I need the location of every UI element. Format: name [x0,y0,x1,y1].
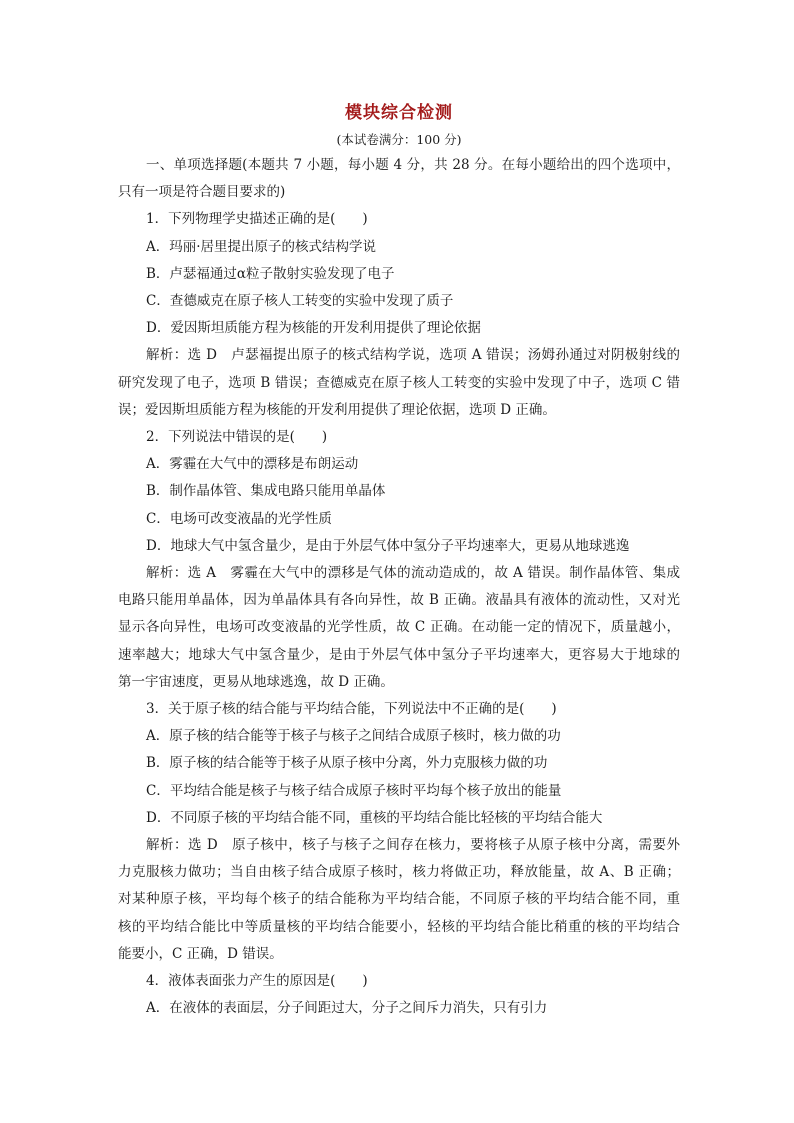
text-line: 解析：选 A 雾霾在大气中的漂移是气体的流动造成的，故 A 错误。制作晶体管、集成 [146,565,680,582]
text-line: B．制作晶体管、集成电路只能用单晶体 [146,483,386,500]
text-line: 1．下列物理学史描述正确的是( ) [146,211,368,228]
text-line: 4．液体表面张力产生的原因是( ) [146,973,368,990]
text-line: C．平均结合能是核子与核子结合成原子核时平均每个核子放出的能量 [146,782,562,799]
text-line: 2．下列说法中错误的是( ) [146,429,328,446]
text-line: 速率越大；地球大气中氢含量少，是由于外层气体中氢分子平均速率大，更容易大于地球的 [118,646,680,663]
text-line: 力克服核力做功；当自由核子结合成原子核时，核力将做正功，释放能量，故 A、B 正确； [118,864,680,881]
text-line: 一、单项选择题(本题共 7 小题，每小题 4 分，共 28 分。在每小题给出的四个选项中， [146,157,680,173]
text-line: A．原子核的结合能等于核子与核子之间结合成原子核时，核力做的功 [146,728,561,745]
text-line: 解析：选 D 卢瑟福提出原子的核式结构学说，选项 A 错误；汤姆孙通过对阴极射线的 [146,347,680,364]
text-line: A．在液体的表面层，分子间距过大，分子之间斥力消失，只有引力 [146,1000,548,1017]
text-line: 能要小，C 正确，D 错误。 [118,945,283,962]
text-line: C．电场可改变液晶的光学性质 [146,510,332,527]
text-line: 显示各向异性，电场可改变液晶的光学性质，故 C 正确。在动能一定的情况下，质量越小， [118,619,680,636]
text-line: D．地球大气中氢含量少，是由于外层气体中氢分子平均速率大，更易从地球逃逸 [146,537,630,554]
text-line: 研究发现了电子，选项 B 错误；查德威克在原子核人工转变的实验中发现了中子，选项 C 错 [118,374,680,391]
text-line: D．爱因斯坦质能方程为核能的开发利用提供了理论依据 [146,320,481,337]
text-line: B．卢瑟福通过α粒子散射实验发现了电子 [146,265,395,282]
document-body [118,96,680,1023]
text-line: 3．关于原子核的结合能与平均结合能，下列说法中不正确的是( ) [146,701,557,718]
text-line: C．查德威克在原子核人工转变的实验中发现了质子 [146,293,454,310]
text-line: 只有一项是符合题目要求的) [118,184,286,201]
text-line: B．原子核的结合能等于核子从原子核中分离，外力克服核力做的功 [146,755,548,772]
text-line: 解析：选 D 原子核中，核子与核子之间存在核力，要将核子从原子核中分离，需要外 [146,837,680,854]
text-line: D．不同原子核的平均结合能不同，重核的平均结合能比轻核的平均结合能大 [146,809,603,826]
text-line: 误；爱因斯坦质能方程为核能的开发利用提供了理论依据，选项 D 正确。 [118,401,556,418]
text-line: A．玛丽·居里提出原子的核式结构学说 [146,238,377,255]
text-line: 电路只能用单晶体，因为单晶体具有各向异性，故 B 正确。液晶具有液体的流动性，又对光 [118,592,680,609]
text-line: 核的平均结合能比中等质量核的平均结合能要小，轻核的平均结合能比稍重的核的平均结合 [118,918,680,935]
text-line: 第一宇宙速度，更易从地球逃逸，故 D 正确。 [118,673,394,690]
text-line: 对某种原子核，平均每个核子的结合能称为平均结合能，不同原子核的平均结合能不同，重 [118,891,680,908]
page-title: 模块综合检测 [345,103,453,123]
score-note: (本试卷满分：100 分) [336,132,462,147]
content-lines [118,152,680,1023]
text-line: A．雾霾在大气中的漂移是布朗运动 [146,456,359,473]
